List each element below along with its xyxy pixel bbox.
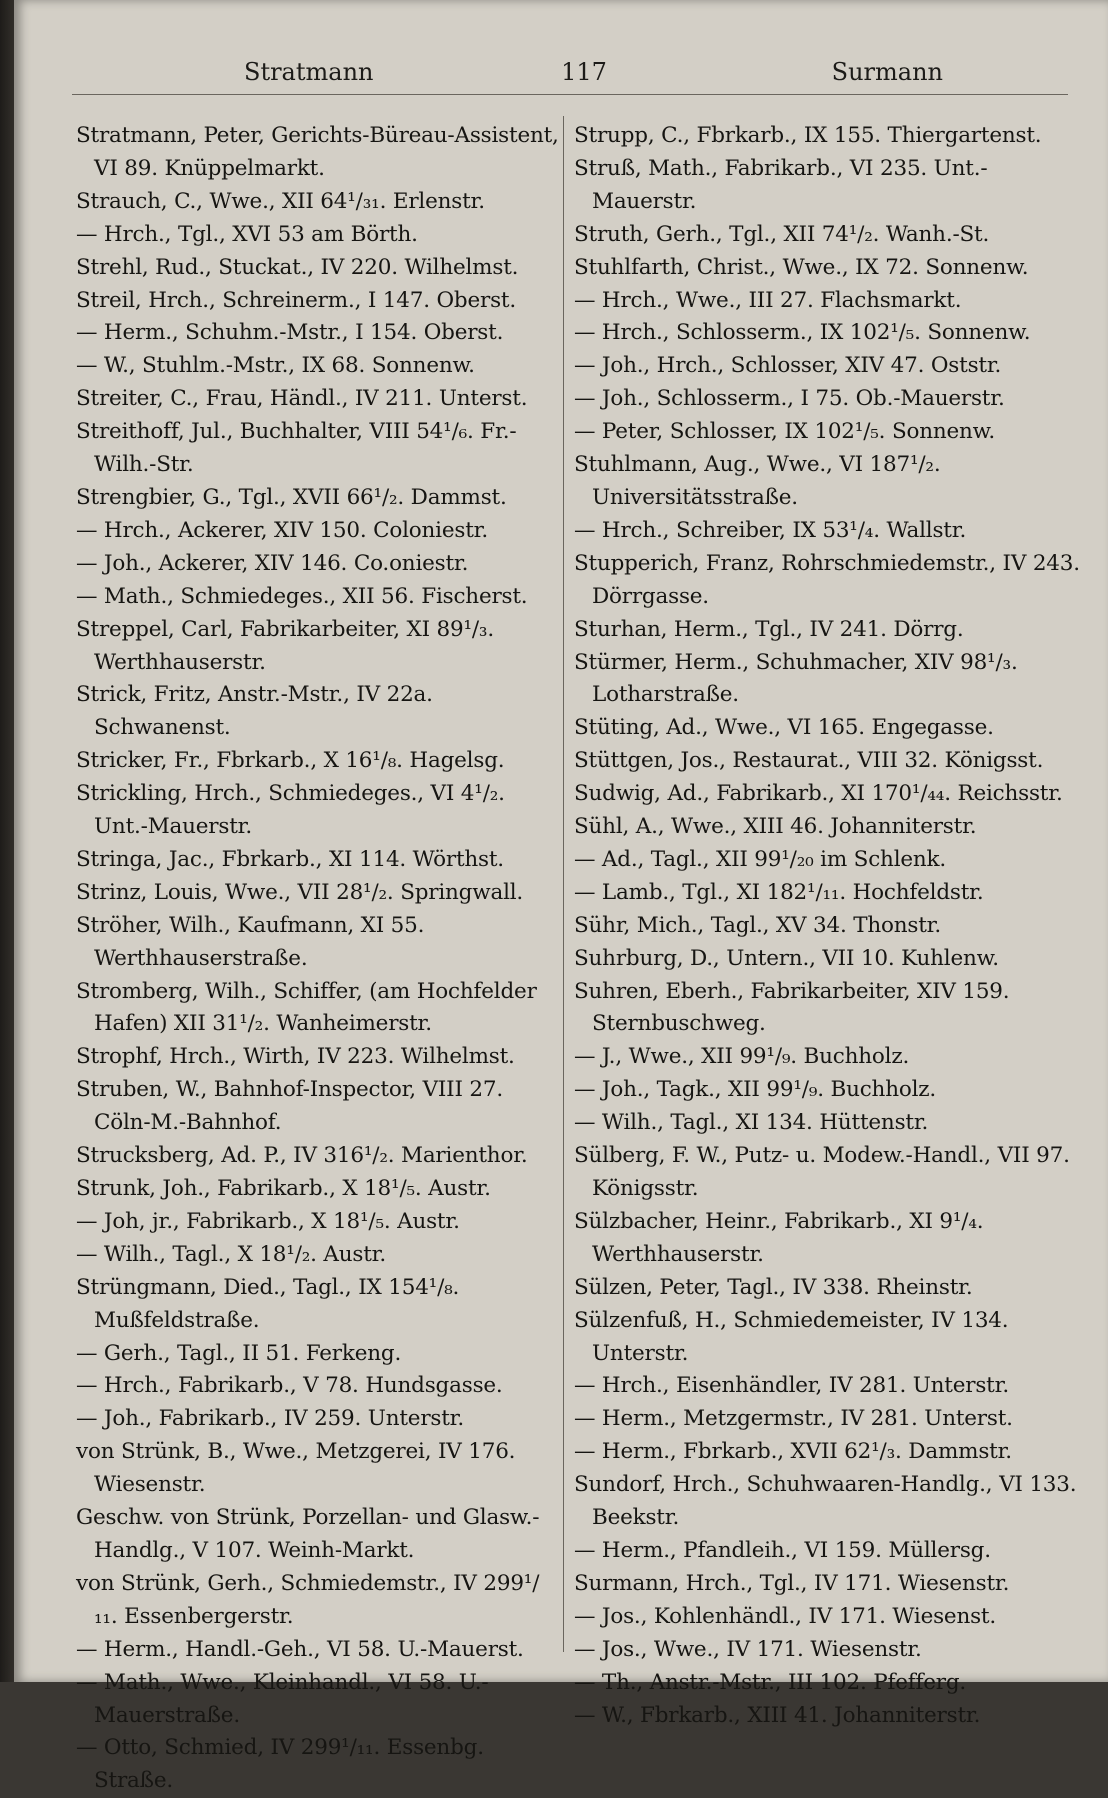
directory-entry: — Hrch., Wwe., III 27. Flachsmarkt. [574, 287, 962, 313]
directory-entry: — Hrch., Eisenhändler, IV 281. Unterstr. [574, 1373, 1009, 1399]
directory-entry: Suhren, Eberh., Fabrikarbeiter, XIV 159. Sternbuschweg. [574, 978, 1010, 1037]
directory-entry: Strehl, Rud., Stuckat., IV 220. Wilhelmst. [76, 254, 519, 280]
directory-entry: Sülzbacher, Heinr., Fabrikarb., XI 9¹/₄. Werthhauserstr. [574, 1208, 984, 1267]
directory-entry: — Herm., Pfandleih., VI 159. Müllersg. [574, 1537, 991, 1563]
directory-entry: Struth, Gerh., Tgl., XII 74¹/₂. Wanh.-St. [574, 221, 990, 247]
directory-entry: Strauch, C., Wwe., XII 64¹/₃₁. Erlenstr. [76, 188, 485, 214]
directory-entry: Strupp, C., Fbrkarb., IX 155. Thiergartenst. [574, 123, 1042, 148]
directory-entry: Sülberg, F. W., Putz- u. Modew.-Handl., VII 97. Königsstr. [574, 1143, 1070, 1201]
directory-entry: Stuhlfarth, Christ., Wwe., IX 72. Sonnenw. [574, 254, 1029, 280]
directory-entry: — Herm., Schuhm.-Mstr., I 154. Oberst. [76, 320, 504, 346]
page-number: 117 [561, 58, 607, 86]
directory-entry: Struben, W., Bahnhof-Inspector, VIII 27. Cöln-M.-Bahnhof. [76, 1077, 503, 1136]
directory-entry: — Jos., Kohlenhändl., IV 171. Wiesenst. [574, 1603, 997, 1629]
directory-page [14, 0, 1108, 1794]
directory-entry: — Joh., Hrch., Schlosser, XIV 47. Oststr. [574, 353, 1002, 379]
left-column [76, 120, 562, 1798]
directory-entry: — Math., Wwe., Kleinhandl., VI 58. U.-Mauerstraße. [76, 1669, 489, 1728]
directory-entry: Stringa, Jac., Fbrkarb., XI 114. Wörthst. [76, 846, 504, 872]
header-right-name: Surmann [831, 58, 943, 86]
directory-entry: — Hrch., Ackerer, XIV 150. Coloniestr. [76, 517, 489, 543]
directory-entry: Strengbier, G., Tgl., XVII 66¹/₂. Dammst. [76, 484, 507, 510]
directory-entry: Stuhlmann, Aug., Wwe., VI 187¹/₂. Universitätsstraße. [574, 452, 941, 510]
directory-entry: — Math., Schmiedeges., XII 56. Fischerst. [76, 583, 528, 609]
directory-entry: — Otto, Schmied, IV 299¹/₁₁. Essenbg. Straße. [76, 1735, 484, 1794]
directory-entry: Stratmann, Peter, Gerichts-Büreau-Assistent, VI 89. Knüppelmarkt. [76, 123, 559, 181]
directory-entry: Sülzenfuß, H., Schmiedemeister, IV 134. Unterstr. [574, 1307, 1009, 1366]
directory-entry: Geschw. von Strünk, Porzellan- und Glasw.-Handlg., V 107. Weinh-Markt. [76, 1505, 540, 1563]
header-rule [72, 94, 1068, 95]
directory-entry: — J., Wwe., XII 99¹/₉. Buchholz. [574, 1044, 910, 1070]
directory-entry: — Joh., Tagk., XII 99¹/₉. Buchholz. [574, 1077, 937, 1103]
directory-entry: Streil, Hrch., Schreinerm., I 147. Oberst. [76, 287, 516, 313]
directory-entry: Stupperich, Franz, Rohrschmiedemstr., IV 243. Dörrgasse. [574, 550, 1080, 609]
running-header [144, 58, 1073, 86]
column-divider [563, 116, 564, 1652]
directory-entry: — Joh, jr., Fabrikarb., X 18¹/₅. Austr. [76, 1208, 460, 1234]
directory-entry: Stürmer, Herm., Schuhmacher, XIV 98¹/₃. Lotharstraße. [574, 649, 1018, 708]
directory-entry: Stüttgen, Jos., Restaurat., VIII 32. Königsst. [574, 748, 1044, 774]
directory-entry: — Lamb., Tgl., XI 182¹/₁₁. Hochfeldstr. [574, 879, 984, 905]
directory-entry: — Jos., Wwe., IV 171. Wiesenstr. [574, 1636, 922, 1662]
directory-entry: Strick, Fritz, Anstr.-Mstr., IV 22a. Schwanenst. [76, 682, 433, 741]
directory-entry: — Herm., Fbrkarb., XVII 62¹/₃. Dammstr. [574, 1439, 1012, 1465]
directory-entry: — Wilh., Tagl., XI 134. Hüttenstr. [574, 1110, 929, 1136]
directory-entry: — Hrch., Fabrikarb., V 78. Hundsgasse. [76, 1373, 503, 1399]
header-left-name: Stratmann [244, 58, 374, 86]
directory-entry: Sühl, A., Wwe., XIII 46. Johanniterstr. [574, 814, 977, 840]
directory-entry: Sühr, Mich., Tagl., XV 34. Thonstr. [574, 912, 942, 938]
directory-entry: Streppel, Carl, Fabrikarbeiter, XI 89¹/₃. Werthhauserstr. [76, 616, 494, 675]
directory-entry: — Joh., Fabrikarb., IV 259. Unterstr. [76, 1406, 465, 1432]
directory-entry: — Hrch., Tgl., XVI 53 am Börth. [76, 221, 418, 247]
directory-entry: — Ad., Tagl., XII 99¹/₂₀ im Schlenk. [574, 846, 947, 872]
directory-entry: — W., Stuhlm.-Mstr., IX 68. Sonnenw. [76, 353, 475, 379]
directory-entry: — Herm., Metzgermstr., IV 281. Unterst. [574, 1406, 1013, 1432]
directory-entry: Stricker, Fr., Fbrkarb., X 16¹/₈. Hagelsg. [76, 748, 505, 774]
directory-entry: Sülzen, Peter, Tagl., IV 338. Rheinstr. [574, 1274, 973, 1300]
directory-entry: — Hrch., Schreiber, IX 53¹/₄. Wallstr. [574, 517, 967, 543]
directory-entry: Ströher, Wilh., Kaufmann, XI 55. Werthhauserstraße. [76, 912, 425, 971]
directory-entry: Surmann, Hrch., Tgl., IV 171. Wiesenstr. [574, 1570, 1010, 1596]
right-column [574, 120, 1086, 1732]
directory-entry: — Joh., Ackerer, XIV 146. Co.oniestr. [76, 550, 469, 576]
directory-entry: — W., Fbrkarb., XIII 41. Johanniterstr. [574, 1702, 981, 1728]
directory-entry: — Th., Anstr.-Mstr., III 102. Pfefferg. [574, 1669, 967, 1695]
directory-entry: Strickling, Hrch., Schmiedeges., VI 4¹/₂. Unt.-Mauerstr. [76, 781, 505, 840]
directory-entry: — Joh., Schlosserm., I 75. Ob.-Mauerstr. [574, 386, 1005, 412]
directory-entry: Suhrburg, D., Untern., VII 10. Kuhlenw. [574, 945, 999, 971]
directory-entry: — Gerh., Tagl., II 51. Ferkeng. [76, 1340, 402, 1366]
directory-entry: Sudwig, Ad., Fabrikarb., XI 170¹/₄₄. Reichsstr. [574, 781, 1063, 807]
directory-entry: Strinz, Louis, Wwe., VII 28¹/₂. Springwall. [76, 879, 524, 905]
directory-entry: Stüting, Ad., Wwe., VI 165. Engegasse. [574, 715, 994, 741]
directory-entry: von Strünk, Gerh., Schmiedemstr., IV 299¹/₁₁. Essenbergerstr. [76, 1570, 540, 1629]
directory-entry: Strunk, Joh., Fabrikarb., X 18¹/₅. Austr. [76, 1176, 491, 1201]
directory-entry: Strüngmann, Died., Tagl., IX 154¹/₈. Mußfeldstraße. [76, 1274, 460, 1333]
directory-entry: — Hrch., Schlosserm., IX 102¹/₅. Sonnenw. [574, 320, 1031, 346]
directory-entry: — Herm., Handl.-Geh., VI 58. U.-Mauerst. [76, 1636, 524, 1662]
directory-entry: Stromberg, Wilh., Schiffer, (am Hochfelder Hafen) XII 31¹/₂. Wanheimerstr. [76, 978, 537, 1037]
directory-entry: Sundorf, Hrch., Schuhwaaren-Handlg., VI 133. Beekstr. [574, 1472, 1077, 1531]
directory-entry: Streiter, C., Frau, Händl., IV 211. Unterst. [76, 386, 528, 412]
directory-entry: Strucksberg, Ad. P., IV 316¹/₂. Marienthor. [76, 1143, 528, 1169]
directory-entry: Strophf, Hrch., Wirth, IV 223. Wilhelmst. [76, 1044, 515, 1070]
directory-entry: — Peter, Schlosser, IX 102¹/₅. Sonnenw. [574, 419, 995, 445]
directory-entry: von Strünk, B., Wwe., Metzgerei, IV 176. Wiesenstr. [76, 1439, 516, 1498]
directory-entry: — Wilh., Tagl., X 18¹/₂. Austr. [76, 1241, 387, 1267]
directory-entry: Streithoff, Jul., Buchhalter, VIII 54¹/₆. Fr.-Wilh.-Str. [76, 419, 517, 478]
directory-entry: Sturhan, Herm., Tgl., IV 241. Dörrg. [574, 616, 964, 642]
directory-entry: Struß, Math., Fabrikarb., VI 235. Unt.-Mauerstr. [574, 155, 988, 214]
